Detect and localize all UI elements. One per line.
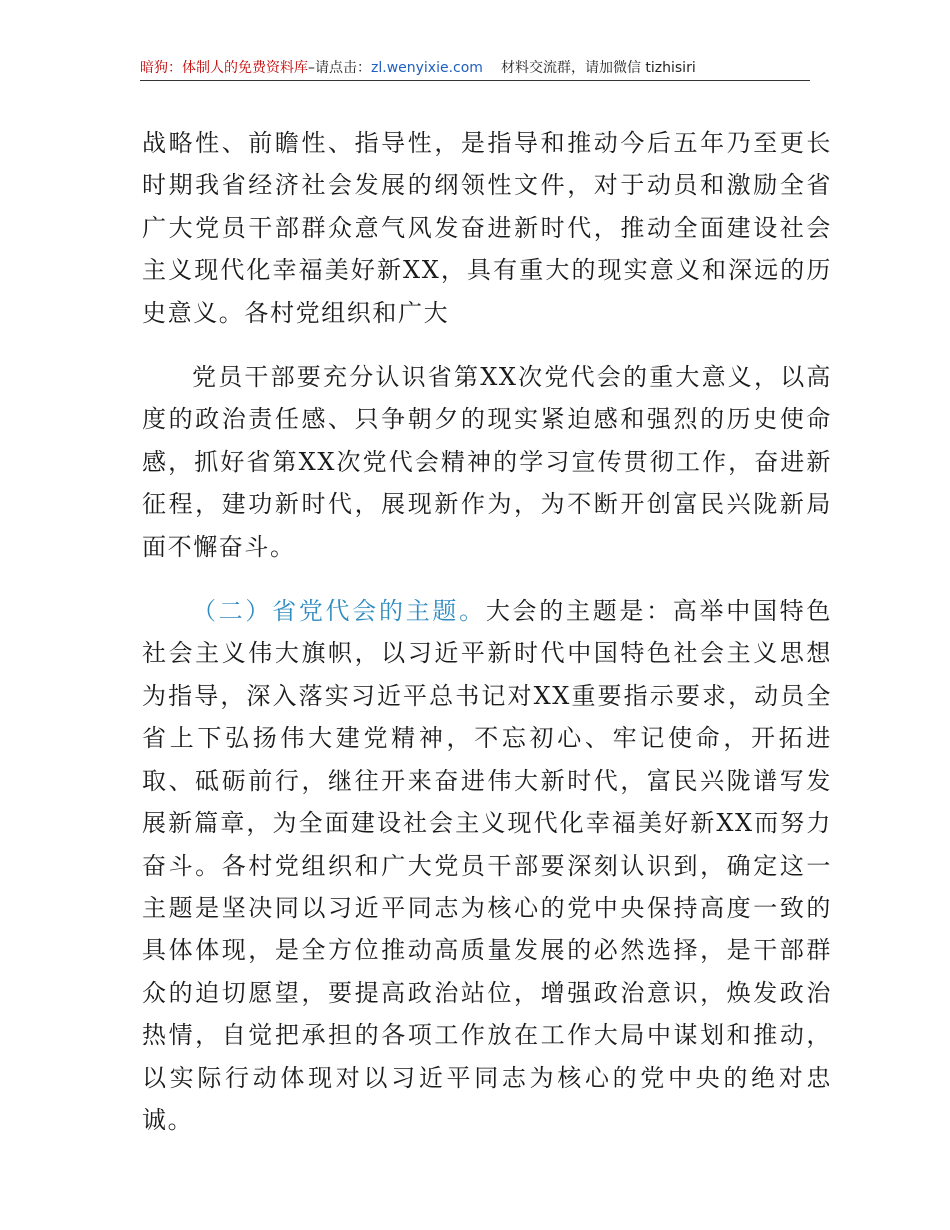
header-prompt: –请点击：: [308, 60, 371, 76]
document-body: [142, 122, 832, 1141]
text-line: 抓好省第XX次党代会精神的学习宣传贯彻工作，奋进新征程，: [142, 447, 833, 519]
text-line: 党员干部群众意气风发奋进新时代，推动全面建设社会主义现: [142, 213, 832, 285]
text-line: 提高政治站位，增强政治意识，焕发政治热情，自觉把承担的: [142, 978, 832, 1050]
text-line: 近平同志为核心的党中央的绝对忠诚。: [142, 1063, 833, 1134]
text-line: 各村党组织和广大: [244, 298, 450, 327]
paragraph-1: [142, 122, 832, 334]
header-link[interactable]: zl.wenyixie.com: [371, 60, 483, 76]
text-line: 斗。: [244, 532, 296, 561]
text-line: 党员干部要充分认识省第XX次党代会的重大意义，以高: [192, 363, 832, 392]
text-line: 战略性、前瞻性、指导性，是指导和推动今后五年乃至更长时: [142, 129, 832, 200]
text-line: 砺前行，继往开来奋进伟大新时代，富民兴陇谱写发展新篇章，: [142, 766, 832, 838]
header-wechat: 材料交流群，请加微信 tizhisiri: [500, 60, 696, 76]
text-line: 代化幸福美好新XX，具有重大的现实意义和深远的历史意义。: [142, 256, 832, 327]
text-line: 建功新时代，展现新作为，为不断开创富民兴陇新局面不懈奋: [142, 490, 832, 561]
text-line: 社会主义伟大旗帜，以习近平新时代中国特色社会主义思想为: [142, 639, 832, 710]
header-brand: 暗狗：体制人的免费资料库: [140, 60, 308, 76]
paragraph-3: [142, 590, 832, 1141]
section-heading: （二）省党代会的主题。: [192, 597, 486, 626]
text-line: 各项工作放在工作大局中谋划和推动，以实际行动体现对以习: [142, 1021, 832, 1092]
text-line: 度的政治责任感、只争朝夕的现实紧迫感和强烈的历史使命感，: [142, 405, 832, 476]
text-line: 为全面建设社会主义现代化幸福美好新XX而努力奋斗。各村: [142, 809, 833, 880]
text-line: 方位推动高质量发展的必然选择，是干部群众的迫切愿望，要: [142, 936, 832, 1007]
text-line: 以习近平同志为核心的党中央保持高度一致的具体体现，是全: [142, 893, 833, 965]
paragraph-2: [142, 356, 832, 568]
text-line: 指导，深入落实习近平总书记对XX重要指示要求，动员全省: [142, 681, 832, 753]
text-line: 大会的主题是：高举中国特色: [485, 597, 832, 626]
page-header: [140, 58, 810, 81]
text-line: 上下弘扬伟大建党精神，不忘初心、牢记使命，开拓进取、砥: [142, 724, 832, 795]
text-line: 期我省经济社会发展的纲领性文件，对于动员和激励全省广大: [142, 171, 832, 242]
text-line: 党组织和广大党员干部要深刻认识到，确定这一主题是坚决同: [142, 851, 833, 922]
